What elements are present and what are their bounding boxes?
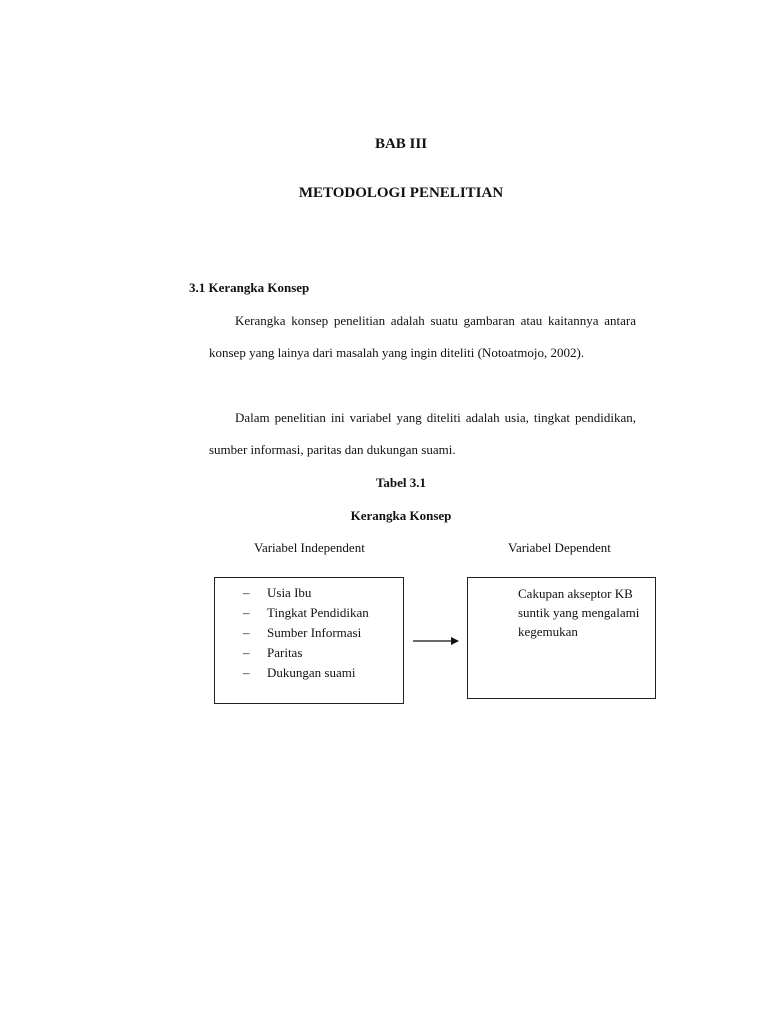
table-title: Kerangka Konsep — [350, 508, 452, 523]
list-item — [243, 623, 369, 643]
table-label: Tabel 3.1 — [375, 475, 427, 490]
dependent-variable-text: Cakupan akseptor KB suntik yang mengalami kegemukan — [518, 586, 640, 639]
paragraph-1-text: Kerangka konsep penelitian adalah suatu gambaran atau kaitannya antara konsep yang lainya dari masalah yang ingin diteliti (Notoatmojo, 2002). — [209, 313, 636, 360]
list-item-text: Tingkat Pendidikan — [267, 605, 369, 620]
list-item — [243, 663, 369, 683]
list-item-text: Usia Ibu — [267, 585, 312, 600]
dash-bullet: – — [243, 605, 250, 620]
dash-bullet: – — [243, 625, 250, 640]
dash-bullet: – — [243, 665, 250, 680]
paragraph-2-text: Dalam penelitian ini variabel yang diteliti adalah usia, tingkat pendidikan, sumber informasi, paritas dan dukungan suami. — [209, 410, 636, 457]
paragraph-2 — [209, 402, 636, 466]
list-item — [243, 603, 369, 623]
list-item — [243, 643, 369, 663]
independent-variables-box — [214, 577, 404, 704]
independent-variable-heading: Variabel Independent — [254, 540, 365, 555]
independent-variables-list — [243, 583, 369, 683]
right-arrow-icon — [413, 634, 459, 648]
dependent-variable-heading: Variabel Dependent — [508, 540, 611, 555]
dash-bullet: – — [243, 645, 250, 660]
list-item-text: Dukungan suami — [267, 665, 356, 680]
section-heading: 3.1 Kerangka Konsep — [189, 280, 310, 295]
chapter-title: METODOLOGI PENELITIAN — [298, 185, 504, 201]
list-item-text: Sumber Informasi — [267, 625, 362, 640]
paragraph-1 — [209, 305, 636, 369]
chapter-number: BAB III — [374, 136, 428, 152]
list-item — [243, 583, 369, 603]
list-item-text: Paritas — [267, 645, 303, 660]
dependent-variable-box — [467, 577, 656, 699]
dash-bullet: – — [243, 585, 250, 600]
